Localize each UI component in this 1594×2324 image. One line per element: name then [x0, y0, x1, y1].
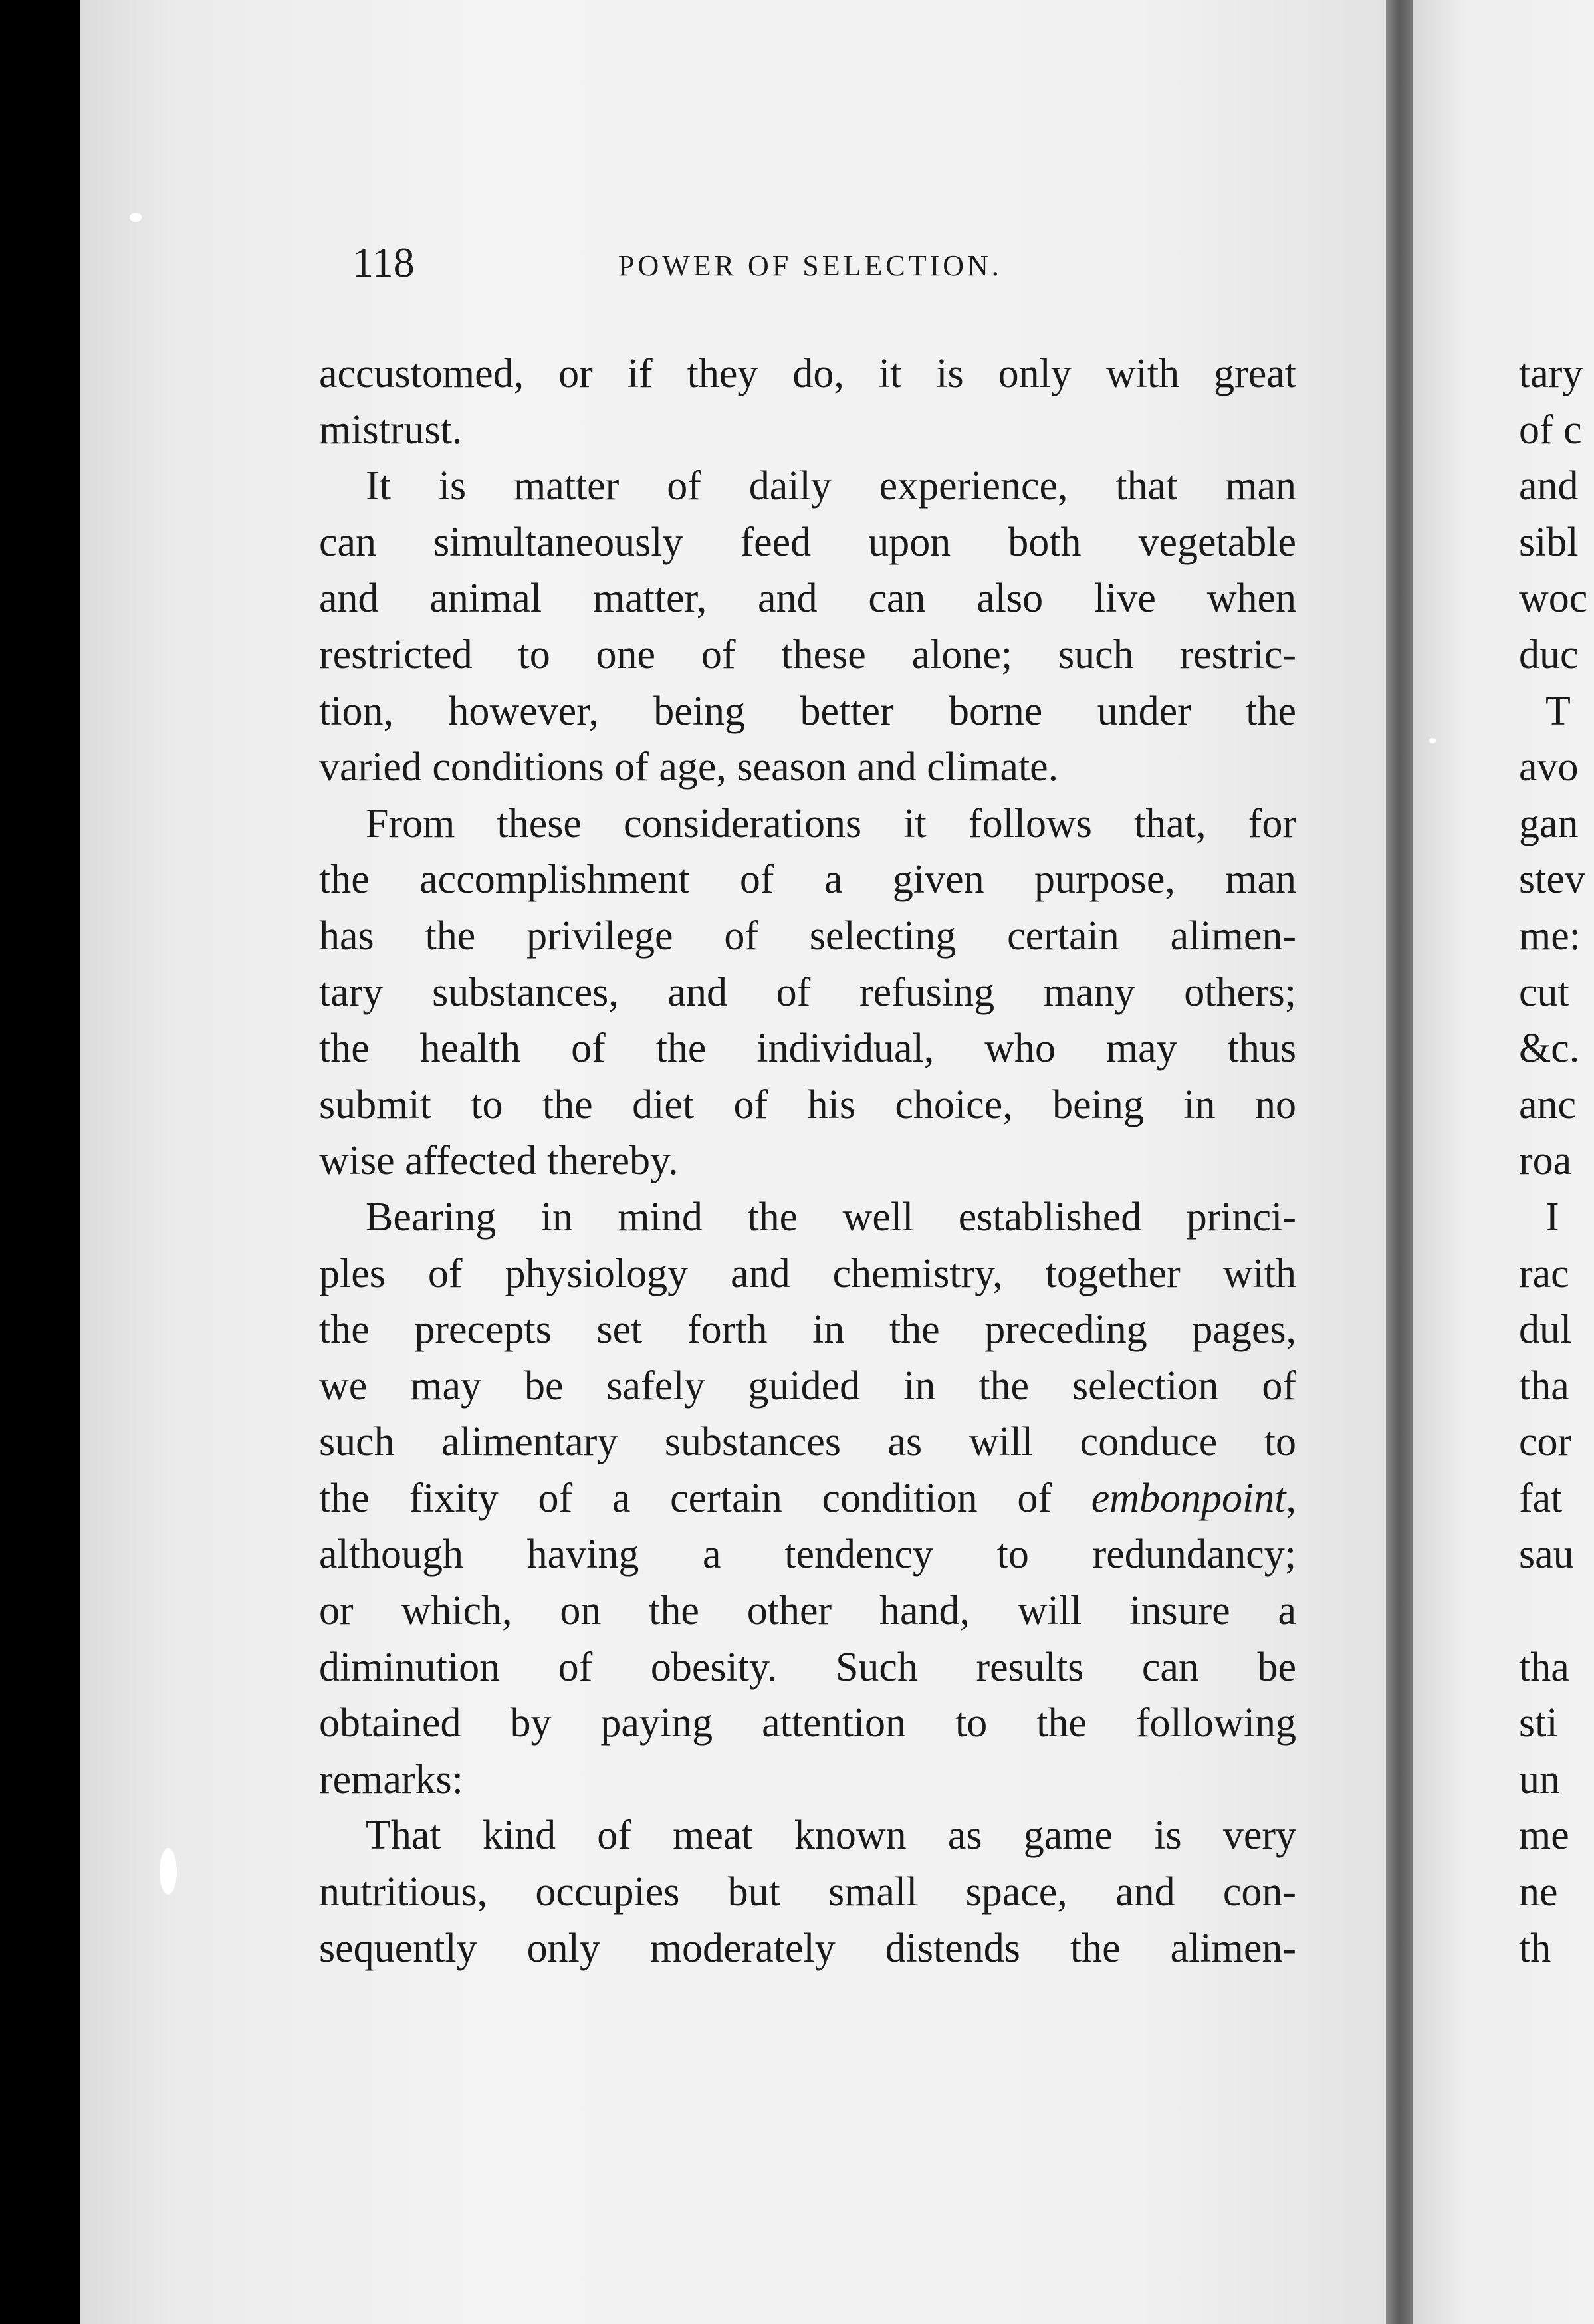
text-line: diminution of obesity. Such results can be	[319, 1644, 1296, 1690]
right-line: cor	[1519, 1419, 1572, 1465]
text-line: restricted to one of these alone; such restric-	[319, 632, 1296, 677]
text-line: the accomplishment of a given purpose, man	[319, 857, 1296, 903]
right-line: woc	[1519, 576, 1588, 622]
right-line: sti	[1519, 1700, 1558, 1746]
scan-speck	[130, 213, 142, 222]
text-line: tion, however, being better borne under the	[319, 688, 1296, 734]
text-line: That kind of meat known as game is very	[366, 1813, 1296, 1859]
right-line: duc	[1519, 632, 1579, 677]
text-line: and animal matter, and can also live when	[319, 576, 1296, 622]
text-line: or which, on the other hand, will insure a	[319, 1588, 1296, 1634]
page-number: 118	[352, 239, 415, 286]
text-line: ples of physiology and chemistry, together with	[319, 1250, 1296, 1296]
running-head-title: POWER OF SELECTION.	[618, 249, 1002, 282]
text-line: From these considerations it follows that, for	[366, 800, 1296, 846]
text-line: the health of the individual, who may thus	[319, 1026, 1296, 1072]
right-page-text	[1519, 346, 1594, 1976]
right-line: I	[1545, 1194, 1559, 1240]
text-line: although having a tendency to redundancy;	[319, 1532, 1296, 1577]
text-line: the fixity of a certain condition of embonpoint,	[319, 1475, 1296, 1521]
text-line: tary substances, and of refusing many others;	[319, 969, 1296, 1015]
right-line: cut	[1519, 969, 1569, 1015]
right-line: gan	[1519, 800, 1579, 846]
text-line: wise affected thereby.	[319, 1138, 679, 1184]
right-line: sibl	[1519, 519, 1579, 565]
right-line: me:	[1519, 913, 1581, 959]
text-line: mistrust.	[319, 407, 463, 453]
right-line: stev	[1519, 857, 1585, 903]
text-line: remarks:	[319, 1756, 463, 1802]
text-line: has the privilege of selecting certain alimen-	[319, 913, 1296, 959]
text-line: can simultaneously feed upon both vegetable	[319, 519, 1296, 565]
body-text	[319, 346, 1296, 1976]
right-line: and	[1519, 463, 1579, 509]
right-line: me	[1519, 1813, 1569, 1859]
text-line: the precepts set forth in the preceding pages,	[319, 1307, 1296, 1353]
right-line: un	[1519, 1756, 1560, 1802]
right-line: roa	[1519, 1138, 1572, 1184]
running-head	[352, 236, 1316, 289]
right-line: of c	[1519, 407, 1582, 453]
right-line: tary	[1519, 351, 1583, 396]
right-line: tha	[1519, 1363, 1569, 1409]
right-line: T	[1545, 688, 1571, 734]
text-line: such alimentary substances as will conduce to	[319, 1419, 1296, 1465]
italic-term: embonpoint	[1091, 1475, 1286, 1521]
text-line: submit to the diet of his choice, being in no	[319, 1082, 1296, 1127]
text-line: Bearing in mind the well established princi-	[366, 1194, 1296, 1240]
scan-speck	[1429, 738, 1436, 743]
text-line: varied conditions of age, season and climate.	[319, 745, 1059, 790]
scan-speck	[160, 1848, 177, 1895]
text-line: obtained by paying attention to the following	[319, 1700, 1296, 1746]
right-line: sau	[1519, 1532, 1574, 1577]
right-line: th	[1519, 1925, 1551, 1971]
text-line: It is matter of daily experience, that man	[366, 463, 1296, 509]
text-line: sequently only moderately distends the alimen-	[319, 1925, 1296, 1971]
text-line: accustomed, or if they do, it is only with great	[319, 351, 1296, 396]
text-line: we may be safely guided in the selection of	[319, 1363, 1296, 1409]
right-line: anc	[1519, 1082, 1577, 1127]
right-line: ne	[1519, 1869, 1558, 1915]
right-line: &c.	[1519, 1026, 1580, 1072]
right-line: dul	[1519, 1307, 1572, 1353]
text-line: nutritious, occupies but small space, and con-	[319, 1869, 1296, 1915]
right-line: rac	[1519, 1250, 1569, 1296]
right-line	[1519, 1583, 1594, 1639]
right-line: avo	[1519, 745, 1579, 790]
book-gutter	[1386, 0, 1413, 2324]
right-line: tha	[1519, 1644, 1569, 1690]
right-line: fat	[1519, 1475, 1563, 1521]
